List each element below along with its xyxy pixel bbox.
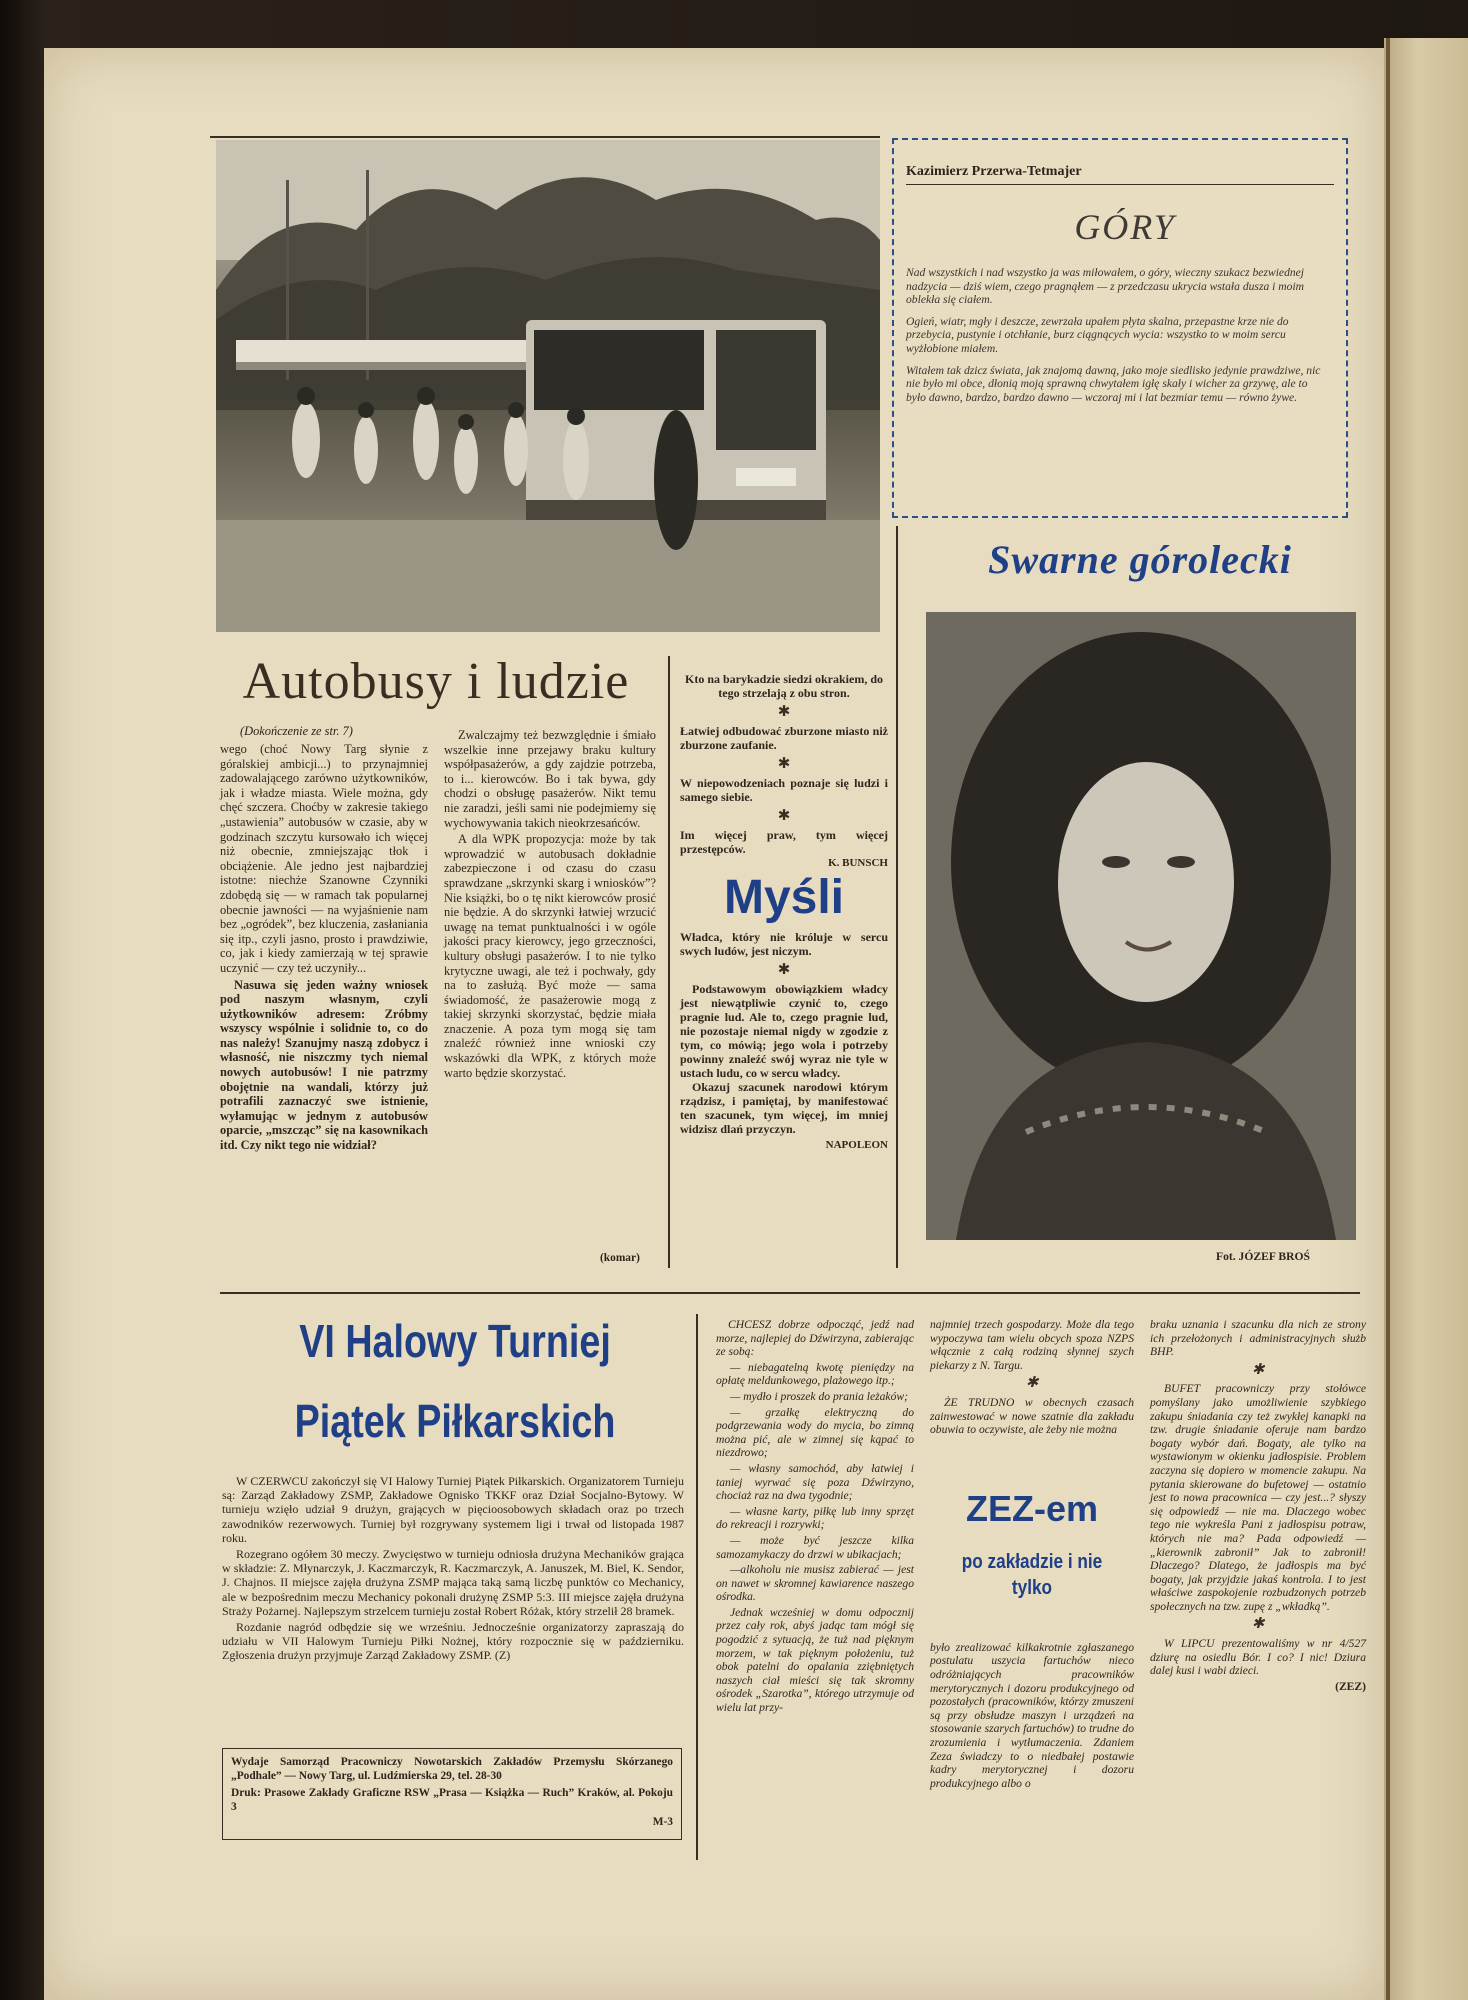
page-gutter bbox=[1386, 38, 1390, 2000]
zez-c1-p9: Jednak wcześniej w domu odpocznij przez cały rok, abyś jadąc tam mógł się pogodzić z sytuacją, że tuż nad pięknym morzem, w tak pięknym położeniu, tuż obok patelni do opalania zziębniętych naszych ciał mieści się tak skromny ośrodek „Szarotka”, którego utrzymuje od wielu lat przy- bbox=[716, 1605, 914, 1715]
mysli-item-5: Władca, który nie króluje w sercu swych ludów, jest niczym. bbox=[680, 930, 888, 958]
swarne-headline: Swarne górolecki bbox=[988, 537, 1292, 582]
separator-star-icon: ✱ bbox=[1251, 1616, 1265, 1633]
zez-c3-p1: braku uznania i szacunku dla nich ze strony ich przełożonych i administracyjnych służb BHP. bbox=[1150, 1318, 1366, 1359]
zez-c1-p7: — może być jeszcze kilka samozamykaczy do drzwi w ubikacjach; bbox=[716, 1533, 914, 1561]
turniej-p2: Rozegrano ogółem 30 meczy. Zwycięstwo w turnieju odniosła drużyna Mechaników grająca w składzie: Z. Młynarczyk, J. Kaczmarczyk, R. Kaczmarczyk, A. Januszek, M. Biel, K. Sendor, J. Chajnos. II miejsce zajęła drużyna ZSMP mająca taką samą liczbę punktów co Mechanicy, ale w bezpośrednim meczu Mechanicy pokonali drużynę ZSMP 5:3. III miejsce zajęła drużyna Straży Pożarnej. Najlepszym strzelcem turnieju został Robert Różak, który strzelił 28 bramek. bbox=[222, 1547, 684, 1618]
autobusy-column-1 bbox=[220, 742, 428, 1155]
autobusy-col1-p1: wego (choć Nowy Targ słynie z góralskiej ambicji...) to przynajmniej zadowalającego zarówno użytkowników, jak i władze miasta. Wiele można, gdy chęć szczera. Choćby w zakresie takiego „ustawienia” autobusów w czasie, aby w godzinach szczytu kursowało ich więcej niż obecnie, zmniejszając tłok i obciążenie. Ale jedno jest najbardziej istotne: niechże Szanowne Czynniki zdobędą się — w ramach tak popularnej obecnie jawności — na wyjaśnienie nam bez „ogródek”, bez kluczenia, zasłaniania się itp., czyli jasno, prosto i prawdziwie, co, jak i kiedy zamierzają w tej sprawie uczynić — czy też uczyniły... bbox=[220, 742, 428, 975]
zez-c2-p2: ŻE TRUDNO w obecnych czasach zainwestować w nowe szatnie dla zakładu obuwia to oczywiste, ale żeby nie można bbox=[930, 1395, 1134, 1437]
poem-stanza-2: Ogień, wiatr, mgły i deszcze, zewrzała upałem płyta skalna, przepastne krze nie do przebycia, pustynie i otchłanie, burz ciągnących wycia: wszystko to w moim sercu wyżłobione miałem. bbox=[906, 314, 1289, 355]
mysli-author-bunsch: K. BUNSCH bbox=[828, 857, 888, 869]
zez-column-1 bbox=[716, 1318, 914, 1717]
photo-credit: Fot. JÓZEF BROŚ bbox=[1216, 1250, 1310, 1263]
zez-c1-p4: — grzałkę elektryczną do podgrzewania wody do mycia, bo zimną można pić, ale w zimnej się kąpać to niezdrowo; bbox=[716, 1405, 914, 1460]
mid-page-rule bbox=[220, 1292, 1360, 1294]
photo-section-divider bbox=[896, 526, 898, 1268]
zez-divider-1 bbox=[696, 1314, 698, 1860]
zez-c3-p3: W LIPCU prezentowaliśmy w nr 4/527 dziurę na osiedlu Bór. I co? I nic! Dziura dalej kusi i wabi dzieci. bbox=[1150, 1637, 1366, 1678]
poem-stanza-3: Witałem tak dzicz świata, jak znajomą dawną, jako moje siedlisko jedynie prawdziwe, nic nie było mi obce, dłonią moją sprawną chwytałem igłę skały i wicher za grzywę, ale to było dawno, bardzo, bardzo dawno — wczoraj mi i lat bezmiar temu — równo żywe. bbox=[906, 363, 1321, 404]
separator-star-icon: ✱ bbox=[777, 962, 791, 978]
impressum-publisher: Wydaje Samorząd Pracowniczy Nowotarskich Zakładów Przemysłu Skórzanego „Podhale” — Nowy Targ, ul. Ludźmierska 29, tel. 28-30 bbox=[231, 1756, 673, 1783]
turniej-title-1: VI Halowy Turniej bbox=[299, 1315, 611, 1367]
zez-title: ZEZ-em bbox=[965, 1487, 1098, 1529]
mysli-item-2: Łatwiej odbudować zburzone miasto niż zburzone zaufanie. bbox=[680, 724, 888, 752]
turniej-p1: W CZERWCU zakończył się VI Halowy Turniej Piątek Piłkarskich. Organizatorem Turnieju są: Zarząd Zakładowy ZSMP, Zakładowe Ognisko TKKF oraz Dział Socjalno-Bytowy. W turnieju wzięło udział 9 drużyn, grających w pięcioosobowych składach oraz po trzech zawodników rezerwowych. Turniej był rozgrywany systemem ligi i trwał od listopada 1987 roku. bbox=[222, 1474, 684, 1545]
zez-column-2 bbox=[930, 1318, 1134, 1792]
zez-c2-p3: było zrealizować kilkakrotnie zgłaszanego postulatu uszycia fartuchów nieco odróżniających pracowników merytorycznych i dozoru produkcyjnego od pozostałych (pracowników, którzy zmuszeni są przy obsłudze maszyn i urządzeń na stosowanie szarych fartuchów) to trudne do zrozumienia i wytłumaczenia. Zdaniem Zeza świadczy to o niedbałej postawie kadry merytorycznej i dozoru produkcyjnego albo o bbox=[930, 1640, 1134, 1790]
next-page-edge bbox=[1384, 38, 1468, 2000]
separator-star-icon: ✱ bbox=[777, 704, 791, 720]
autobusy-continued: (Dokończenie ze str. 7) bbox=[240, 724, 353, 738]
separator-star-icon: ✱ bbox=[1251, 1361, 1265, 1378]
poem-stanza-1: Nad wszystkich i nad wszystko ja was miłowałem, o góry, wieczny szukacz bezwiednej nadzycia — dziś wiem, czego pragnąłem — z przedczasu ukrycia wstała dusza i moim oblekła się ciałem. bbox=[906, 266, 1305, 307]
mysli-author-napoleon: NAPOLEON bbox=[825, 1139, 888, 1151]
autobusy-headline: Autobusy i ludzie bbox=[242, 653, 630, 710]
mysli-title: Myśli bbox=[723, 871, 845, 924]
mysli-column bbox=[680, 672, 888, 1152]
poem-title: GÓRY bbox=[1074, 207, 1176, 247]
turniej-article bbox=[222, 1474, 684, 1665]
autobusy-col1-p2: Nasuwa się jeden ważny wniosek pod naszym własnym, czyli użytkowników adresem: Zróbmy wszyscy wspólnie i solidnie to, co do nas należy! Szanujmy naszą zdobycz i własność, nie niszczmy tych niemal nowych autobusów! I nie patrzmy obojętnie na wandali, którzy już potrafili zaznaczyć swe istnienie, wyłamując w jednym z autobusów oparcie, „mszcząc” się na kasownikach itd. Czy nikt tego nie widział? bbox=[220, 977, 428, 1153]
zez-signature: (ZEZ) bbox=[1335, 1679, 1366, 1693]
poem-text bbox=[906, 266, 1330, 412]
zez-c1-p6: — własne karty, piłkę lub inny sprzęt do rekreacji i rozrywki; bbox=[716, 1504, 914, 1532]
autobusy-signature: (komar) bbox=[600, 1252, 640, 1264]
bus-photo-illustration bbox=[216, 140, 880, 632]
zez-c1-p8: —alkoholu nie musisz zabierać — jest on nawet w skromnej kawiarence naszego ośrodka. bbox=[716, 1563, 914, 1604]
zez-column-3 bbox=[1150, 1318, 1366, 1693]
zez-c1-p3: — mydło i proszek do prania leżaków; bbox=[730, 1389, 908, 1403]
zez-c1-p2: — niebagatelną kwotę pieniędzy na opłatę meldunkowego, plażowego itp.; bbox=[716, 1360, 914, 1388]
autobusy-col-divider bbox=[668, 656, 670, 1268]
mysli-item-7: Okazuj szacunek narodowi którym rządzisz, i pamiętaj, by manifestować ten szacunek, tym więcej, im mniej widzisz dlań przyczyn. bbox=[680, 1080, 888, 1136]
top-rule bbox=[210, 136, 880, 138]
separator-star-icon: ✱ bbox=[777, 756, 791, 772]
mysli-item-3: W niepowodzeniach poznaje się ludzi i samego siebie. bbox=[680, 776, 888, 804]
mysli-item-4: Im więcej praw, tym więcej przestępców. bbox=[680, 828, 888, 856]
impressum-printer: Druk: Prasowe Zakłady Graficzne RSW „Prasa — Książka — Ruch” Kraków, al. Pokoju 3 bbox=[231, 1786, 673, 1814]
zez-c3-p2: BUFET pracowniczy przy stołówce pomyślany jako umożliwienie szybkiego zakupu śniadania czy też zwykłej kanapki na tzw. drugie śniadanie oferuje nam bardzo bogaty wybór dań. Bogaty, ale tylko na wystawionym w okienku jadłospisie. Problem zaczyna się dopiero w momencie zakupu. Na pytania skierowane do bufetowej — ostatnio jest to nowa pracownica — czy jest...? słyszy się odpowiedź — nie ma. Dlaczego wobec tego nie wykreśla Pani z jadłospisu potraw, których nie ma? Pada odpowiedź — „kierownik zabronił” Jak to zabronił! Dlaczego? Dlatego, że jadłospis ma być bogaty, jak przyjdzie jakaś kontrola. I to jest właściwe zaspokojenie rozbudzonych potrzeb społecznych na tzw. zupę z „wkładką”. bbox=[1150, 1382, 1366, 1613]
bus-photo bbox=[216, 140, 880, 632]
poem-author: Kazimierz Przerwa-Tetmajer bbox=[906, 164, 1082, 179]
zez-c2-p1: najmniej trzech gospodarzy. Może dla tego wypoczywa tam wielu obcych spoza NZPS włącznie z całą rodziną słynnej szych piekarzy z N. Targu. bbox=[930, 1318, 1134, 1372]
turniej-title-2: Piątek Piłkarskich bbox=[294, 1395, 616, 1447]
autobusy-col2-p2: A dla WPK propozycja: może by tak wprowadzić w autobusach dokładnie zabezpieczone i od czasu do czasu sprawdzane „skrzynki skarg i wniosków”? Nie książki, bo o tę nikt kierowców prosić nie będzie. A do skrzynki łatwiej wrzucić uwagę na temat punktualności i w ogóle jakości pracy kierowcy, jego grzeczności, kultury obsługi pasażerów. I to nie tylko krytyczne uwagi, ale też i pochwały, gdy na to zasłużą. Być może — sama świadomość, że pasażerowie mogą z takiej skrzynki skorzystać, będzie miała znaczenie. A poza tym mogą się tam znaleźć również inne wnioski czy wskazówki dla WPK, z których może warto będzie skorzystać. bbox=[444, 832, 656, 1080]
separator-star-icon: ✱ bbox=[1025, 1375, 1039, 1392]
poem-author-rule bbox=[906, 184, 1334, 185]
zez-c1-p5: — własny samochód, aby łatwiej i taniej wyrwać się poza Dźwirzyno, chociaż raz na dwa tygodnie; bbox=[716, 1461, 914, 1503]
impressum-box bbox=[222, 1748, 682, 1840]
turniej-p3: Rozdanie nagród odbędzie się we wrześniu. Jednocześnie organizatorzy zapraszają do udziału w VII Halowym Turnieju Piłki Nożnej, który rozpocznie się w październiku. Zgłoszenia drużyn przyjmuje Zarząd Zakładowy ZSMP. (Z) bbox=[222, 1620, 684, 1663]
mysli-item-1: Kto na barykadzie siedzi okrakiem, do tego strzelają z obu stron. bbox=[684, 672, 883, 700]
autobusy-col2-p1: Zwalczajmy też bezwzględnie i śmiało wszelkie inne przejawy braku kultury współpasażerów, a gdy zajdzie potrzeba, to i... kierowców. Bo i tak bywa, gdy chodzi o obsługę pasażerów. Nikt temu nie zaradzi, jeśli sami nie podejmiemy się wychowywania takich nieokrzesańców. bbox=[444, 728, 656, 830]
mysli-item-6: Podstawowym obowiązkiem władcy jest niewątpliwie czynić to, czego pragnie lud. Ale to, czego pragnie lud, nie pozostaje niemal nigdy w zgodzie z tym, co mówią; jego wola i potrzeby powinny znaleźć swój wyraz nie tyle w ustach ludu, co w sercu władcy. bbox=[680, 982, 888, 1080]
portrait-photo bbox=[926, 612, 1356, 1240]
separator-star-icon: ✱ bbox=[777, 808, 791, 824]
portrait-illustration bbox=[926, 612, 1356, 1240]
impressum-code: M-3 bbox=[652, 1815, 673, 1828]
zez-c1-p1: CHCESZ dobrze odpocząć, jedź nad morze, najlepiej do Dźwirzyna, zabierając ze sobą: bbox=[716, 1318, 914, 1359]
zez-subtitle: po zakładzie i nie tylko bbox=[961, 1550, 1103, 1599]
autobusy-column-2 bbox=[444, 728, 656, 1082]
